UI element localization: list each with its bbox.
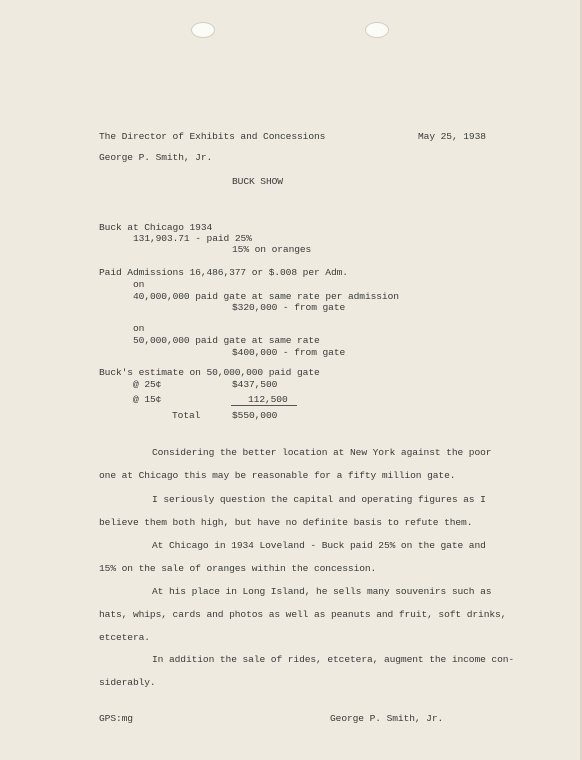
total-label: Total: [172, 410, 201, 421]
paid-admissions: Paid Admissions 16,486,377 or $.008 per Adm.: [99, 267, 348, 278]
on-label-1: on: [133, 279, 145, 290]
paragraph-4-line-2: hats, whips, cards and photos as well as peanuts and fruit, soft drinks,: [99, 609, 507, 620]
chicago-line-2: 15% on oranges: [232, 244, 312, 255]
gate-40m-result: $320,000 - from gate: [232, 302, 346, 313]
gate-50m-result: $400,000 - from gate: [232, 347, 346, 358]
memo-to: The Director of Exhibits and Concessions: [99, 131, 326, 142]
on-label-2: on: [133, 323, 145, 334]
gate-50m-line: 50,000,000 paid gate at same rate: [133, 335, 320, 346]
memo-from: George P. Smith, Jr.: [99, 152, 213, 163]
paragraph-3-line-1: At Chicago in 1934 Loveland - Buck paid 25% on the gate and: [152, 540, 486, 551]
paragraph-4-line-1: At his place in Long Island, he sells many souvenirs such as: [152, 586, 492, 597]
total-amount: $550,000: [232, 410, 278, 421]
chicago-heading: Buck at Chicago 1934: [99, 222, 213, 233]
paragraph-1-line-1: Considering the better location at New York against the poor: [152, 447, 492, 458]
paragraph-3-line-2: 15% on the sale of oranges within the concession.: [99, 563, 377, 574]
memo-date: May 25, 1938: [418, 131, 486, 142]
paragraph-5-line-2: siderably.: [99, 677, 156, 688]
amount-25: $437,500: [232, 379, 278, 390]
typist-initials: GPS:mg: [99, 713, 133, 724]
paragraph-2-line-2: believe them both high, but have no definite basis to refute them.: [99, 517, 473, 528]
signature-line: George P. Smith, Jr.: [330, 713, 444, 724]
memo-subject: BUCK SHOW: [232, 176, 283, 187]
paragraph-1-line-2: one at Chicago this may be reasonable for a fifty million gate.: [99, 470, 456, 481]
estimate-heading: Buck's estimate on 50,000,000 paid gate: [99, 367, 320, 378]
punch-hole-right: [365, 22, 389, 38]
paragraph-5-line-1: In addition the sale of rides, etcetera, augment the income con-: [152, 654, 515, 665]
gate-40m-line: 40,000,000 paid gate at same rate per admission: [133, 291, 399, 302]
sum-rule: [231, 405, 297, 406]
chicago-line-1: 131,903.71 - paid 25%: [133, 233, 252, 244]
punch-hole-left: [191, 22, 215, 38]
rate-25: @ 25¢: [133, 379, 162, 390]
rate-15: @ 15¢: [133, 394, 162, 405]
amount-15: 112,500: [248, 394, 288, 405]
paragraph-4-line-3: etcetera.: [99, 632, 150, 643]
paragraph-2-line-1: I seriously question the capital and operating figures as I: [152, 494, 486, 505]
